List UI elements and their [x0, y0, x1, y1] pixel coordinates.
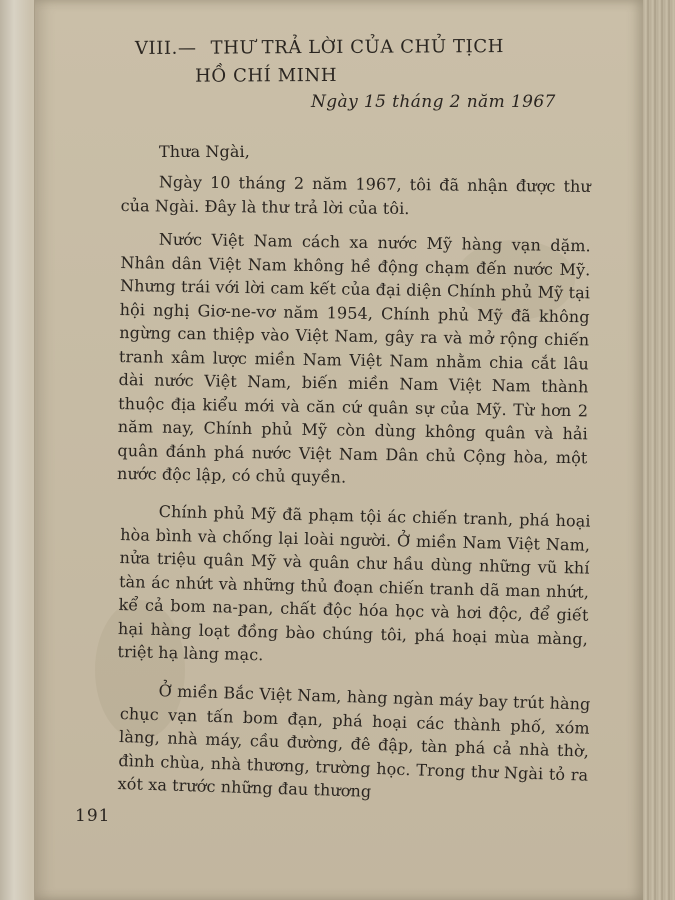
chapter-heading — [135, 33, 504, 91]
paragraph: Ở miền Bắc Việt Nam, hàng ngàn máy bay trút hàng chục vạn tấn bom đạn, phá hoại các thành phố, xóm làng, nhà máy, cầu đường, đê đập, tàn phá cả nhà thờ, đình chùa, nhà thương, trường học. Trong thư Ngài tỏ ra xót xa trước những đau thương — [117, 680, 591, 801]
salutation: Thưa Ngài, — [159, 142, 250, 161]
paragraph: Chính phủ Mỹ đã phạm tội ác chiến tranh, phá hoại hòa bình và chống lại loài người. Ở miền Nam Việt Nam, nửa triệu quân Mỹ và quân chư hầu dùng những vũ khí tàn ác nhứt và những thủ đoạn chiến tranh dã man nhứt, kể cả bom na-pan, chất độc hóa học và hơi độc, để giết hại hàng loạt đồng bào chúng tôi, phá hoại mùa màng, triệt hạ làng mạc. — [117, 501, 591, 665]
letter-body — [116, 140, 591, 805]
chapter-title-line2: HỒ CHÍ MINH — [195, 64, 338, 87]
paragraph: Nước Việt Nam cách xa nước Mỹ hàng vạn dặm. Nhân dân Việt Nam không hề động chạm đến nước Mỹ. Nhưng trái với lời cam kết của đại diện Chính phủ Mỹ tại hội nghị Giơ-ne-vơ năm 1954, Chính phủ Mỹ đã không ngừng can thiệp vào Việt Nam, gây ra và mở rộng chiến tranh xâm lược miền Nam Việt Nam nhằm chia cắt lâu dài nước Việt Nam, biến miền Nam Việt Nam thành thuộc địa kiểu mới và căn cứ quân sự của Mỹ. Từ hơn 2 năm nay, Chính phủ Mỹ còn dùng không quân và hải quân đánh phá nước Việt Nam Dân chủ Cộng hòa, một nước độc lập, có chủ quyền. — [116, 229, 591, 487]
paragraph: Ngày 10 tháng 2 năm 1967, tôi đã nhận được thư của Ngài. Đây là thư trả lời của tôi. — [120, 171, 591, 218]
book-page — [34, 0, 643, 900]
chapter-title-line1: THƯ TRẢ LỜI CỦA CHỦ TỊCH — [210, 36, 505, 59]
letter-date: Ngày 15 tháng 2 năm 1967 — [311, 92, 556, 112]
page-number: 191 — [75, 806, 111, 826]
chapter-number: VIII.— — [134, 37, 197, 59]
